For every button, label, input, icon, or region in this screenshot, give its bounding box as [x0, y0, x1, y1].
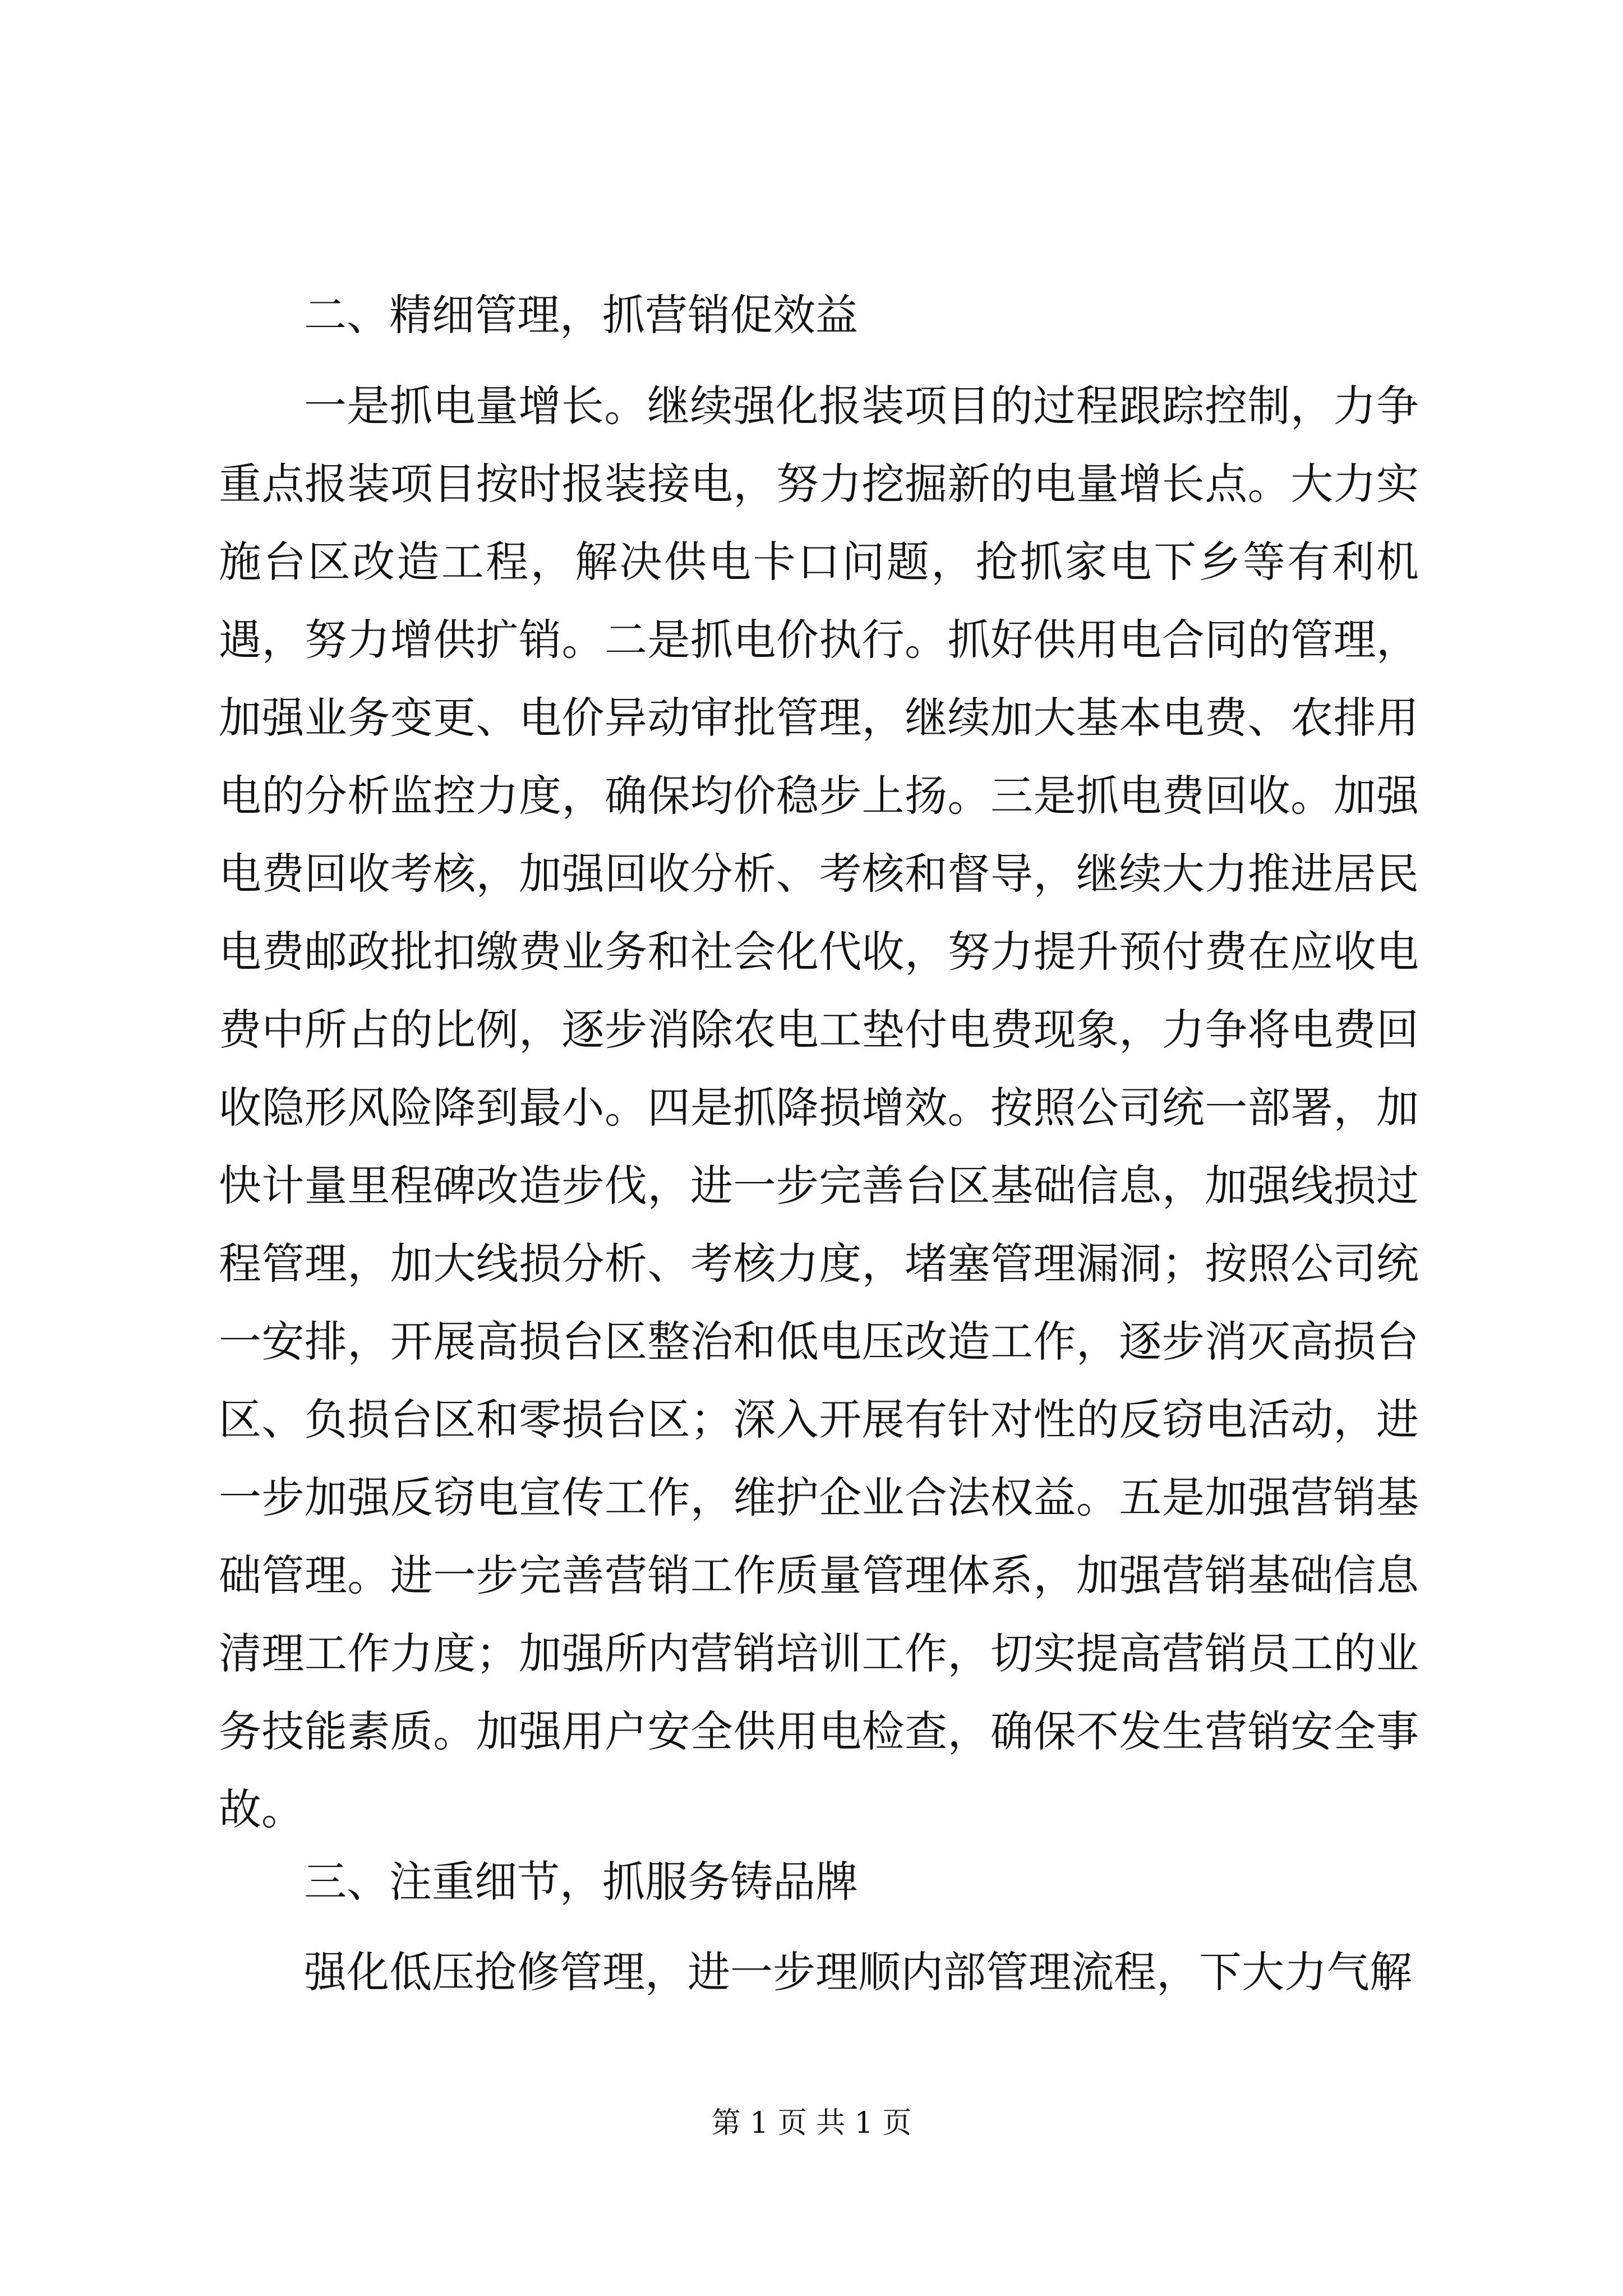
section-paragraph-2: 一是抓电量增长。继续强化报装项目的过程跟踪控制，力争重点报装项目按时报装接电，努力挖掘新的电量增长点。大力实施台区改造工程，解决供电卡口问题，抢抓家电下乡等有利机遇，努力增供扩销。二是抓电价执行。抓好供用电合同的管理，加强业务变更、电价异动审批管理，继续加大基本电费、农排用电的分析监控力度，确保均价稳步上扬。三是抓电费回收。加强电费回收考核，加强回收分析、考核和督导，继续大力推进居民电费邮政批扣缴费业务和社会化代收，努力提升预付费在应收电费中所占的比例，逐步消除农电工垫付电费现象，力争将电费回收隐形风险降到最小。四是抓降损增效。按照公司统一部署，加快计量里程碑改造步伐，进一步完善台区基础信息，加强线损过程管理，加大线损分析、考核力度，堵塞管理漏洞；按照公司统一安排，开展高损台区整治和低电压改造工作，逐步消灭高损台区、负损台区和零损台区；深入开展有针对性的反窃电活动，进一步加强反窃电宣传工作，维护企业合法权益。五是加强营销基础管理。进一步完善营销工作质量管理体系，加强营销基础信息清理工作力度；加强所内营销培训工作，切实提高营销员工的业务技能素质。加强用户安全供用电检查，确保不发生营销安全事故。: [219, 380, 1419, 1834]
section-heading-3: 三、注重细节，抓服务铸品牌: [304, 1856, 858, 1907]
section-heading-2: 二、精细管理，抓营销促效益: [304, 290, 858, 340]
section-paragraph-3: 强化低压抢修管理，进一步理顺内部管理流程，下大力气解: [304, 1947, 1412, 1998]
page-footer: 第 1 页 共 1 页: [711, 2106, 912, 2140]
document-body: [219, 292, 1419, 2011]
